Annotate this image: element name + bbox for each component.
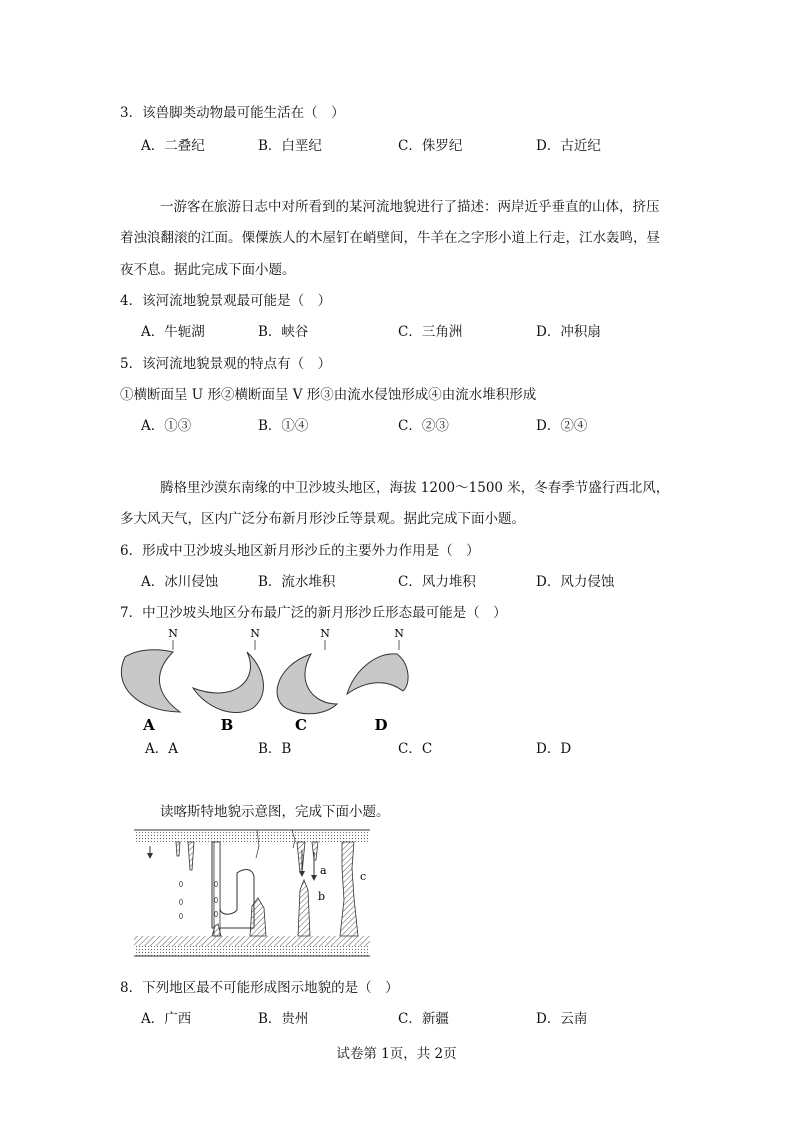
q5-option-d: D．②④	[536, 418, 588, 434]
dune-d	[347, 627, 408, 734]
water-drop	[180, 900, 183, 905]
q8-option-d: D．云南	[536, 1011, 588, 1027]
passage2-line-2: 多大风天气，区内广泛分布新月形沙丘等景观。据此完成下面小题。	[120, 511, 525, 527]
karst-figure	[132, 828, 372, 963]
water-drop	[180, 882, 183, 887]
q5-option-c: C．②③	[398, 418, 449, 434]
q7-stem: 7．中卫沙坡头地区分布最广泛的新月形沙丘形态最可能是（ ）	[120, 605, 507, 621]
q7-option-b: B．B	[258, 741, 292, 757]
q6-option-d: D．风力侵蚀	[536, 574, 615, 590]
dune-c	[277, 627, 337, 734]
q5-option-a: A．①③	[141, 418, 192, 434]
surface-soil	[134, 830, 370, 842]
q7-option-d: D．D	[536, 741, 572, 757]
stone-pillar-c	[340, 842, 358, 936]
stalactite	[297, 842, 305, 873]
karst-label-b: b	[318, 890, 326, 903]
water-drop	[180, 914, 183, 919]
passage1-line-3: 夜不息。据此完成下面小题。	[120, 262, 296, 278]
q3-option-a: A．二叠纪	[141, 138, 205, 154]
q4-option-d: D．冲积扇	[536, 324, 601, 340]
q7-option-a: A．A	[145, 741, 178, 757]
q4-option-a: A．牛轭湖	[141, 324, 205, 340]
q8-option-c: C．新疆	[398, 1011, 449, 1027]
q5-stem: 5．该河流地貌景观的特点有（ ）	[120, 356, 332, 372]
stalactite	[312, 842, 318, 860]
q8-option-b: B．贵州	[258, 1011, 309, 1027]
q8-option-a: A．广西	[141, 1011, 192, 1027]
passage1-line-2: 着浊浪翻滚的江面。傈僳族人的木屋钉在峭壁间，牛羊在之字形小道上行走，江水轰鸣，昼	[120, 230, 660, 246]
dune-c-shape	[277, 654, 337, 714]
seepage-arrow-head	[311, 875, 317, 881]
q3-option-c: C．侏罗纪	[398, 138, 463, 154]
q3-option-b: B．白垩纪	[258, 138, 322, 154]
q5-option-b: B．①④	[258, 418, 309, 434]
dune-label-c: C	[295, 716, 307, 734]
q3-option-d: D．古近纪	[536, 138, 601, 154]
page-footer: 试卷第 1页，共 2页	[336, 1046, 457, 1062]
seepage-arrow-head	[299, 871, 305, 877]
bedrock	[134, 936, 370, 946]
q6-option-b: B．流水堆积	[258, 574, 336, 590]
dune-label-a: A	[143, 716, 155, 734]
q8-stem: 8．下列地区最不可能形成图示地貌的是（ ）	[120, 980, 399, 996]
north-label: N	[394, 627, 404, 640]
passage1-line-1: 一游客在旅游日志中对所看到的某河流地貌进行了描述：两岸近乎垂直的山体，挤压	[160, 199, 660, 215]
north-label: N	[320, 627, 330, 640]
passage2-line-1: 腾格里沙漠东南缘的中卫沙坡头地区，海拔 1200～1500 米，冬春季节盛行西北风，	[160, 480, 670, 496]
base-layer	[134, 946, 370, 956]
north-label: N	[250, 627, 260, 640]
q3-stem: 3．该兽脚类动物最可能生活在（ ）	[120, 105, 345, 121]
north-label: N	[168, 627, 178, 640]
dune-label-d: D	[374, 716, 388, 734]
q7-option-c: C．C	[398, 741, 433, 757]
q4-stem: 4．该河流地貌景观最可能是（ ）	[120, 293, 332, 309]
karst-label-c: c	[360, 870, 367, 883]
q4-option-b: B．峡谷	[258, 324, 309, 340]
karst-label-a: a	[320, 864, 327, 877]
q6-stem: 6．形成中卫沙坡头地区新月形沙丘的主要外力作用是（ ）	[120, 543, 480, 559]
seepage-arrow-head	[147, 853, 153, 859]
q6-option-a: A．冰川侵蚀	[141, 574, 219, 590]
dune-a-shape	[121, 650, 180, 712]
stalactite	[188, 842, 194, 870]
dune-label-b: B	[220, 716, 234, 734]
stalactite	[176, 842, 180, 856]
q5-statements: ①横断面呈 U 形②横断面呈 V 形③由流水侵蚀形成④由流水堆积形成	[120, 387, 537, 403]
dune-a	[121, 627, 180, 734]
dune-b-shape	[193, 652, 263, 713]
dune-b	[193, 627, 263, 734]
passage3-line-1: 读喀斯特地貌示意图，完成下面小题。	[160, 804, 390, 820]
dune-d-shape	[347, 654, 408, 694]
dune-figure	[115, 624, 415, 734]
q4-option-c: C．三角洲	[398, 324, 463, 340]
cave-wall-left	[214, 842, 220, 936]
stalagmite-b	[298, 880, 310, 936]
q6-option-c: C．风力堆积	[398, 574, 476, 590]
